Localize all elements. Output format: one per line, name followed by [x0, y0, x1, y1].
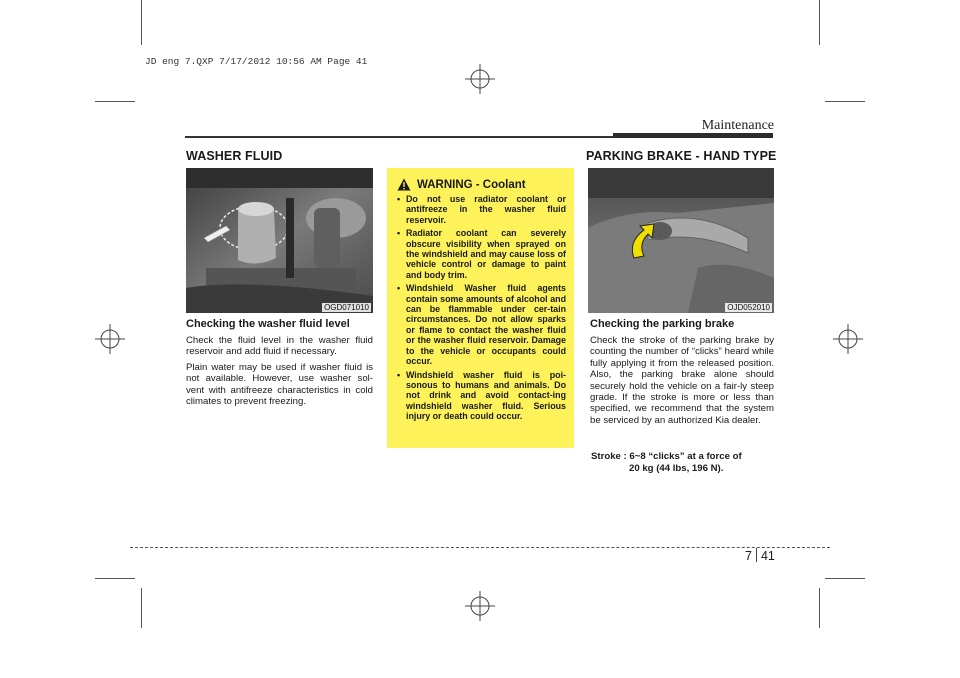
registration-mark-icon — [465, 64, 495, 94]
washer-paragraph-2: Plain water may be used if washer fluid is not available. However, use washer sol-vent with antifreeze characteristics in cold climates to prevent freezing. — [186, 362, 373, 408]
registration-mark-icon — [95, 324, 125, 354]
chapter-number: 7 — [745, 549, 752, 563]
stroke-spec-line-2: 20 kg (44 lbs, 196 N). — [629, 463, 724, 474]
photo-code: OJD052010 — [727, 303, 770, 312]
header-rule-accent — [613, 133, 773, 138]
warning-item: • Windshield washer fluid is poi-sonous to humans and animals. Do not drink and avoid contact-ing windshield washer fluid. Serious injury or death could occur. — [397, 369, 566, 422]
section-title: Maintenance — [701, 118, 774, 133]
registration-mark-icon — [465, 591, 495, 621]
page-number — [745, 548, 775, 563]
print-slug: JD eng 7.QXP 7/17/2012 10:56 AM Page 41 — [145, 56, 368, 67]
warning-item: • Radiator coolant can severely obscure visibility when sprayed on the windshield and may cause loss of vehicle control or damage to paint and body trim. — [397, 228, 566, 280]
center-console-illustration — [588, 168, 774, 313]
washer-reservoir-photo — [186, 168, 373, 313]
page-number-value: 41 — [760, 549, 775, 563]
warning-item: • Do not use radiator coolant or antifreeze in the washer fluid reservoir. — [397, 194, 566, 225]
washer-paragraph-1: Check the fluid level in the washer fluid reservoir and add fluid if necessary. — [186, 335, 373, 358]
page-separator — [756, 548, 757, 562]
parking-brake-paragraph: Check the stroke of the parking brake by counting the number of “clicks” heard while fully applying it from the released position. Also, the parking brake alone should securely hold the vehicle on a fair-ly steep grade. If the stroke is more or less than specified, we recommend that the system be serviced by an authorized Kia dealer. — [590, 335, 774, 426]
parking-brake-subheading: Checking the parking brake — [590, 318, 735, 330]
warning-triangle-icon — [397, 178, 411, 191]
stroke-spec-line-1: Stroke : 6~8 “clicks” at a force of — [591, 451, 742, 462]
parking-brake-photo — [588, 168, 774, 313]
registration-mark-icon — [833, 324, 863, 354]
photo-code: OGD071010 — [324, 303, 369, 312]
stroke-spec — [591, 451, 773, 475]
coolant-warning-box — [387, 168, 574, 448]
parking-brake-heading: PARKING BRAKE - HAND TYPE — [586, 149, 777, 163]
warning-list — [397, 194, 566, 422]
engine-bay-illustration — [186, 168, 373, 313]
washer-fluid-heading: WASHER FLUID — [186, 149, 283, 163]
warning-item: • Windshield Washer fluid agents contain some amounts of alcohol and can be flammable under cer-tain circumstances. Do not allow sparks or flame to contact the washer fluid or the washer fluid reservoir. Damage to the vehicle or occupants could occur. — [397, 283, 566, 367]
warning-title: WARNING - Coolant — [417, 178, 526, 191]
washer-subheading: Checking the washer fluid level — [186, 318, 350, 330]
warning-title-row — [397, 178, 566, 191]
footer-rule — [130, 547, 830, 548]
